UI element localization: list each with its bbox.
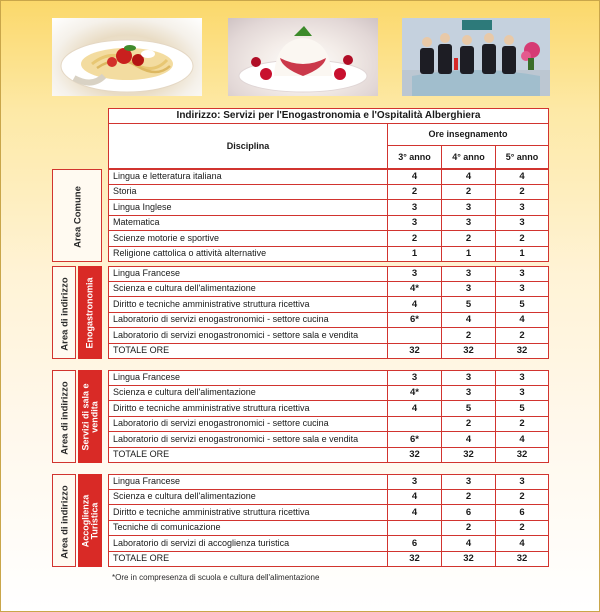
hours-value: 1 <box>388 247 442 263</box>
hours-value: 4 <box>496 432 549 448</box>
subject-name: Lingua e letteratura italiana <box>108 169 388 185</box>
indirizzo-label-bar <box>78 370 102 463</box>
hours-value: 3 <box>442 474 496 490</box>
indirizzo-label: Accoglienza Turistica <box>79 494 99 547</box>
hours-value: 6* <box>388 313 442 329</box>
hours-value: 2 <box>496 185 549 201</box>
subject-name: Diritto e tecniche amministrative struttura ricettiva <box>108 401 388 417</box>
hours-value: 2 <box>388 231 442 247</box>
hours-value: 3 <box>388 200 442 216</box>
hours-value: 32 <box>442 448 496 464</box>
hours-value: 4 <box>496 169 549 185</box>
hours-value: 3 <box>442 200 496 216</box>
area-box-2 <box>52 370 76 463</box>
hours-value: 2 <box>442 521 496 537</box>
hours-value: 32 <box>388 552 442 568</box>
hours-value: 4* <box>388 386 442 402</box>
subject-name: Lingua Francese <box>108 370 388 386</box>
hours-value: 3 <box>496 370 549 386</box>
header-year-4: 4° anno <box>442 146 496 169</box>
subject-name: Matematica <box>108 216 388 232</box>
subject-name: Laboratorio di servizi enogastronomici - settore sala e vendita <box>108 432 388 448</box>
hours-value: 3 <box>442 282 496 298</box>
subject-name: Scienza e cultura dell'alimentazione <box>108 386 388 402</box>
hours-value: 4 <box>442 536 496 552</box>
hours-value: 3 <box>496 216 549 232</box>
footnote: *Ore in compresenza di scuola e cultura dell'alimentazione <box>112 573 320 582</box>
area-box-1 <box>52 266 76 359</box>
hours-value: 3 <box>388 266 442 282</box>
subject-name: Laboratorio di servizi enogastronomici - settore cucina <box>108 417 388 433</box>
indirizzo-label: Servizi di sala e vendita <box>79 382 99 451</box>
subject-name: Diritto e tecniche amministrative struttura ricettiva <box>108 505 388 521</box>
area-label: Area di indirizzo <box>59 484 70 559</box>
photo-panna-cotta <box>228 18 378 96</box>
hours-value: 5 <box>496 297 549 313</box>
hours-value: 32 <box>496 552 549 568</box>
subject-name: Scienza e cultura dell'alimentazione <box>108 490 388 506</box>
hours-value: 3 <box>442 266 496 282</box>
indirizzo-label-bar <box>78 266 102 359</box>
hours-value: 2 <box>388 185 442 201</box>
hours-value: 6 <box>496 505 549 521</box>
hours-value: 4 <box>496 536 549 552</box>
subject-name: Lingua Francese <box>108 474 388 490</box>
hours-value: 32 <box>442 552 496 568</box>
hours-value: 4 <box>442 169 496 185</box>
hours-value: 4 <box>388 401 442 417</box>
hours-value <box>388 521 442 537</box>
subject-name: Storia <box>108 185 388 201</box>
hours-value: 2 <box>442 231 496 247</box>
hours-value: 5 <box>442 401 496 417</box>
table-title: Indirizzo: Servizi per l'Enogastronomia e l'Ospitalità Alberghiera <box>108 108 549 124</box>
area-label: Area Comune <box>72 185 83 248</box>
hours-value: 3 <box>442 370 496 386</box>
hours-value: 2 <box>442 328 496 344</box>
indirizzo-label: Enogastronomia <box>84 277 95 349</box>
hours-value: 32 <box>496 344 549 360</box>
subject-name: TOTALE ORE <box>108 552 388 568</box>
hours-value: 4 <box>496 313 549 329</box>
hours-value: 3 <box>388 370 442 386</box>
hours-value: 3 <box>442 386 496 402</box>
header-year-5: 5° anno <box>496 146 549 169</box>
hours-value: 2 <box>442 417 496 433</box>
subject-name: Scienza e cultura dell'alimentazione <box>108 282 388 298</box>
subject-name: Lingua Francese <box>108 266 388 282</box>
hours-value: 3 <box>442 216 496 232</box>
hours-value: 3 <box>496 266 549 282</box>
hours-value: 4 <box>388 505 442 521</box>
subject-name: Laboratorio di servizi enogastronomici - settore sala e vendita <box>108 328 388 344</box>
hours-value: 2 <box>442 185 496 201</box>
subject-name: TOTALE ORE <box>108 448 388 464</box>
hours-value: 6* <box>388 432 442 448</box>
hours-value: 1 <box>496 247 549 263</box>
photo-pasta-dish <box>52 18 202 96</box>
hours-value: 32 <box>388 448 442 464</box>
hours-value: 2 <box>496 328 549 344</box>
hours-value <box>388 417 442 433</box>
hours-value: 2 <box>496 231 549 247</box>
area-box-3 <box>52 474 76 567</box>
hours-value: 6 <box>442 505 496 521</box>
subject-name: Tecniche di comunicazione <box>108 521 388 537</box>
header-year-3: 3° anno <box>388 146 442 169</box>
subject-name: Religione cattolica o attività alternative <box>108 247 388 263</box>
hours-value: 3 <box>388 216 442 232</box>
hours-value: 2 <box>442 490 496 506</box>
hours-value: 4* <box>388 282 442 298</box>
photo-hotel-staff <box>402 18 550 96</box>
hours-value: 2 <box>496 521 549 537</box>
hours-value: 32 <box>496 448 549 464</box>
hours-value: 32 <box>388 344 442 360</box>
hours-value: 3 <box>388 474 442 490</box>
hours-value: 2 <box>496 490 549 506</box>
hours-value: 4 <box>442 432 496 448</box>
hours-value: 4 <box>442 313 496 329</box>
subject-name: Lingua Inglese <box>108 200 388 216</box>
subject-name: Laboratorio di servizi enogastronomici - settore cucina <box>108 313 388 329</box>
hours-value <box>388 328 442 344</box>
area-label: Area di indirizzo <box>59 276 70 351</box>
subject-name: TOTALE ORE <box>108 344 388 360</box>
hours-value: 3 <box>496 474 549 490</box>
indirizzo-label-bar <box>78 474 102 567</box>
hours-value: 5 <box>442 297 496 313</box>
hours-value: 2 <box>496 417 549 433</box>
hours-value: 3 <box>496 200 549 216</box>
header-discipline: Disciplina <box>108 124 388 169</box>
subject-name: Scienze motorie e sportive <box>108 231 388 247</box>
hours-value: 6 <box>388 536 442 552</box>
subject-name: Diritto e tecniche amministrative struttura ricettiva <box>108 297 388 313</box>
hours-value: 4 <box>388 490 442 506</box>
area-box-0 <box>52 169 102 262</box>
hours-value: 32 <box>442 344 496 360</box>
hours-value: 4 <box>388 169 442 185</box>
hours-value: 5 <box>496 401 549 417</box>
hours-value: 3 <box>496 282 549 298</box>
header-hours: Ore insegnamento <box>388 124 549 146</box>
area-label: Area di indirizzo <box>59 380 70 455</box>
hours-value: 4 <box>388 297 442 313</box>
subject-name: Laboratorio di servizi di accoglienza turistica <box>108 536 388 552</box>
hours-value: 1 <box>442 247 496 263</box>
hours-value: 3 <box>496 386 549 402</box>
